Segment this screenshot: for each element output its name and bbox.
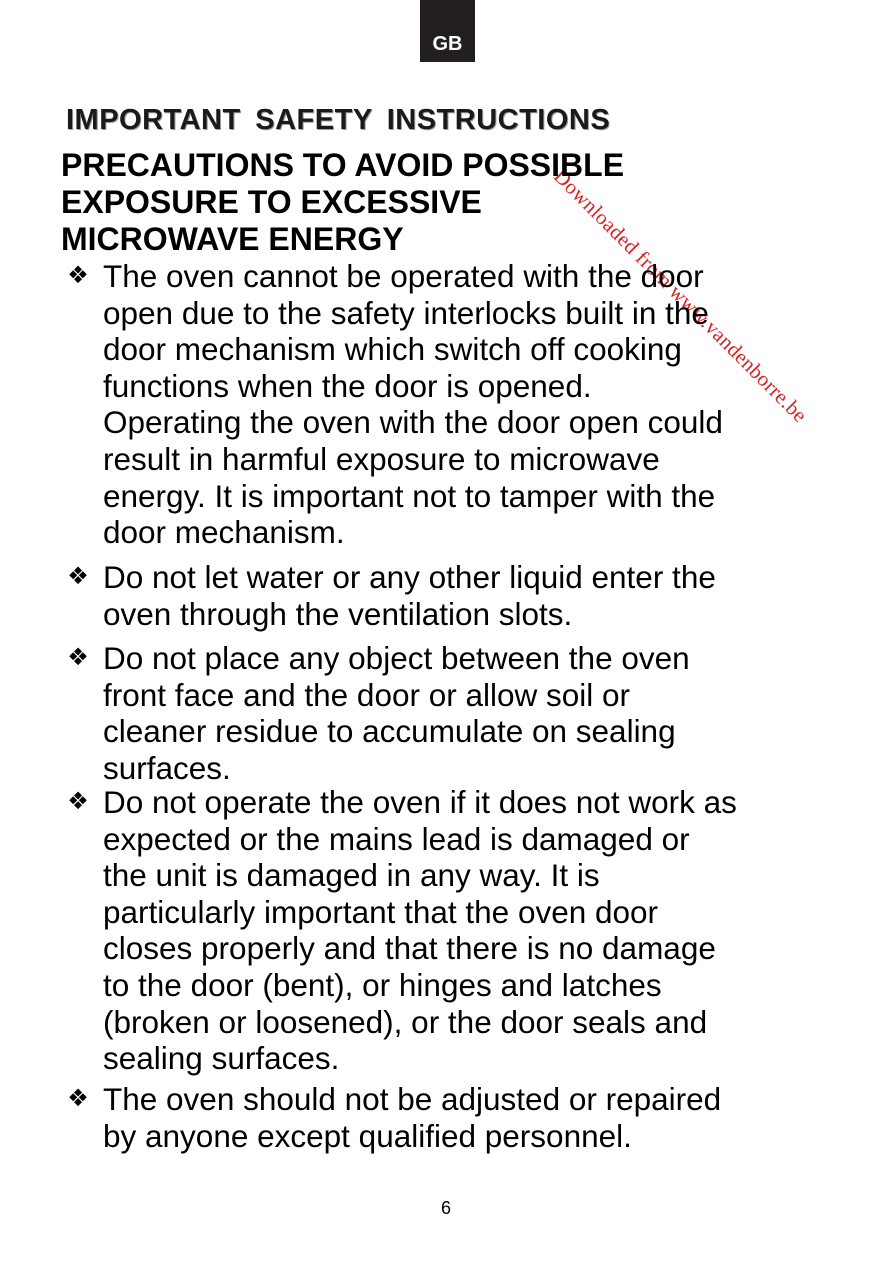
text-line: Do not let water or any other liquid enter the [103, 559, 716, 595]
text-line: functions when the door is opened. [103, 367, 592, 404]
diamond-bullet-icon: ❖ [67, 1085, 89, 1112]
text-line: surfaces. [103, 749, 231, 786]
instruction-text [103, 640, 821, 786]
text-line: by anyone except qualified personnel. [103, 1117, 632, 1154]
instruction-item [61, 559, 821, 632]
text-line: sealing surfaces. [103, 1040, 340, 1077]
diamond-bullet-icon: ❖ [67, 788, 89, 815]
instruction-text [103, 258, 821, 551]
section-heading-line: MICROWAVE ENERGY [61, 221, 404, 257]
section-heading [61, 147, 701, 258]
language-tab-label: GB [432, 33, 463, 55]
download-watermark: Downloaded from www.vandenborre.be [549, 164, 813, 428]
text-line: Do not operate the oven if it does not work as [103, 784, 737, 820]
text-line: door mechanism which switch off cooking [103, 331, 682, 368]
text-line: Operating the oven with the door open could [103, 404, 723, 441]
instruction-item [61, 784, 821, 1077]
text-line: result in harmful exposure to microwave [103, 440, 660, 477]
text-line: to the door (bent), or hinges and latches [103, 966, 662, 1003]
text-line: energy. It is important not to tamper with the [103, 477, 716, 514]
diamond-bullet-icon: ❖ [67, 262, 89, 289]
text-line: The oven should not be adjusted or repaired [103, 1081, 722, 1117]
diamond-bullet-icon: ❖ [67, 563, 89, 590]
text-line: open due to the safety interlocks built in the [103, 294, 709, 331]
text-line: closes properly and that there is no damage [103, 930, 716, 967]
text-line: Do not place any object between the oven [103, 640, 690, 676]
text-line: particularly important that the oven door [103, 893, 659, 930]
text-line: door mechanism. [103, 514, 345, 551]
text-line: cleaner residue to accumulate on sealing [103, 713, 676, 750]
instruction-item [61, 640, 821, 786]
instruction-text [103, 784, 821, 1077]
text-line: expected or the mains lead is damaged or [103, 820, 690, 857]
text-line: (broken or loosened), or the door seals and [103, 1003, 708, 1040]
section-heading-line: PRECAUTIONS TO AVOID POSSIBLE [61, 147, 625, 183]
instruction-text [103, 559, 821, 632]
text-line: The oven cannot be operated with the door [103, 258, 704, 294]
language-tab [420, 0, 475, 62]
text-line: front face and the door or allow soil or [103, 676, 631, 713]
instruction-item [61, 258, 821, 551]
text-line: the unit is damaged in any way. It is [103, 857, 600, 894]
text-line: oven through the ventilation slots. [103, 595, 573, 632]
instruction-text [103, 1081, 821, 1154]
page-number: 6 [440, 1198, 451, 1218]
section-heading-line: EXPOSURE TO EXCESSIVE [61, 184, 482, 220]
diamond-bullet-icon: ❖ [67, 644, 89, 671]
instruction-item [61, 1081, 821, 1154]
page-title: IMPORTANT SAFETY INSTRUCTIONS [66, 104, 611, 136]
